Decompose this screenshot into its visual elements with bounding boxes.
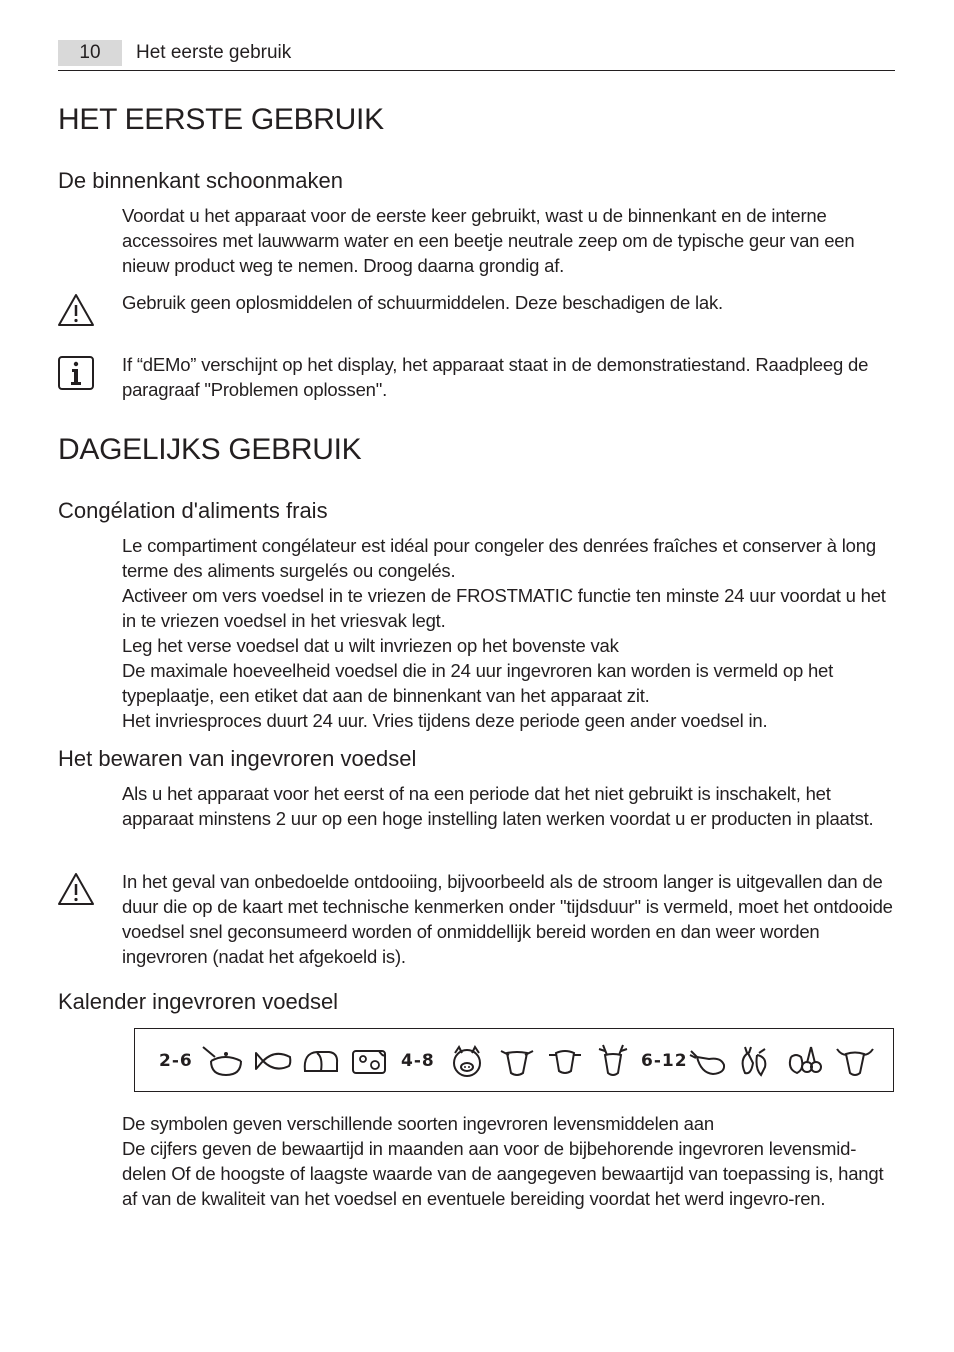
warning-icon: [56, 871, 96, 907]
calf-head-icon: [545, 1043, 585, 1079]
fruit-icon: [783, 1043, 823, 1079]
pig-icon: [447, 1043, 487, 1079]
freezing-line-4: De maximale hoeveelheid voedsel die in 24 uur ingevroren kan worden is vermeld op het typeplaatje, een etiket dat aan de binnenkant van het apparaat zit.: [122, 660, 834, 706]
heading-storing: Het bewaren van ingevroren voedsel: [58, 746, 417, 771]
calendar-explanation: [122, 1111, 897, 1211]
freezing-line-1: Le compartiment congélateur est idéal pour congeler des denrées fraîches et conserver à long terme des aliments surgelés ou congelés.: [122, 535, 876, 581]
bull-icon: [835, 1043, 875, 1079]
freezing-instructions: [122, 533, 897, 733]
frozen-food-calendar: [134, 1028, 894, 1092]
warning-icon: [56, 292, 96, 328]
freezing-line-5: Het invriesproces duurt 24 uur. Vries tijdens deze periode geen ander voedsel in.: [122, 710, 768, 731]
warning-text-solvents: Gebruik geen oplosmiddelen of schuurmiddelen. Deze beschadigen de lak.: [122, 292, 723, 313]
storage-range-6-12: 6-12: [641, 1051, 688, 1071]
calendar-caption-symbols: De symbolen geven verschillende soorten ingevroren levensmiddelen aan: [122, 1113, 714, 1134]
info-icon: [56, 355, 96, 391]
section-title-first-use: HET EERSTE GEBRUIK: [58, 103, 384, 136]
warning-text-thawing: In het geval van onbedoelde ontdooiing, bijvoorbeeld als de stroom langer is uitgevallen dan de duur die op de kaart met technische kenmerken onder "tijdsduur" is vermeld, moet het ontdooide voedsel snel geconsumeerd worden of onmiddellijk bereid worden en dan weer worden ingevroren (nadat het afgekoeld is).: [122, 871, 893, 967]
calendar-caption-numbers: De cijfers geven de bewaartijd in maanden aan voor de bijbehorende ingevroren levensmid-delen Of de hoogste of laagste waarde van de aangegeven bewaartijd van toepassing is, hangt af van de kwaliteit van het voedsel en eventuele bereiding voordat het werd ingevro-ren.: [122, 1138, 884, 1209]
poultry-icon: [687, 1043, 727, 1079]
cheese-icon: [349, 1043, 389, 1079]
pot-icon: [201, 1043, 247, 1079]
info-text-demo: If “dEMo” verschijnt op het display, het apparaat staat in de demonstratiestand. Raadpleeg de paragraaf "Problemen oplossen".: [122, 354, 869, 400]
fish-icon: [253, 1043, 293, 1079]
page-header: [58, 40, 895, 71]
cow-head-icon: [497, 1043, 537, 1079]
heading-calendar: Kalender ingevroren voedsel: [58, 989, 339, 1014]
vegetables-icon: [735, 1043, 775, 1079]
cleaning-paragraph: Voordat u het apparaat voor de eerste keer gebruikt, wast u de binnenkant en de interne accessoires met lauwwarm water en een beetje neutrale zeep om de typische geur van een nieuw product weg te nemen. Droog daarna grondig af.: [122, 205, 855, 276]
page-number: 10: [58, 40, 122, 66]
storage-range-4-8: 4-8: [401, 1051, 435, 1071]
heading-freezing: Congélation d'aliments frais: [58, 498, 328, 523]
freezing-line-2: Activeer om vers voedsel in te vriezen de FROSTMATIC functie ten minste 24 uur voordat u het in te vriezen voedsel in het vriesvak legt.: [122, 585, 886, 631]
section-title-daily-use: DAGELIJKS GEBRUIK: [58, 433, 362, 466]
heading-cleaning: De binnenkant schoonmaken: [58, 168, 343, 193]
deer-icon: [593, 1043, 633, 1079]
storing-paragraph: Als u het apparaat voor het eerst of na een periode dat het niet gebruikt is inschakelt, het apparaat minstens 2 uur op een hoge instelling laten werken voordat u er producten in plaatst.: [122, 783, 874, 829]
freezing-line-3: Leg het verse voedsel dat u wilt invriezen op het bovenste vak: [122, 635, 619, 656]
storage-range-2-6: 2-6: [159, 1051, 193, 1071]
bread-icon: [301, 1043, 341, 1079]
running-title: Het eerste gebruik: [136, 42, 292, 63]
